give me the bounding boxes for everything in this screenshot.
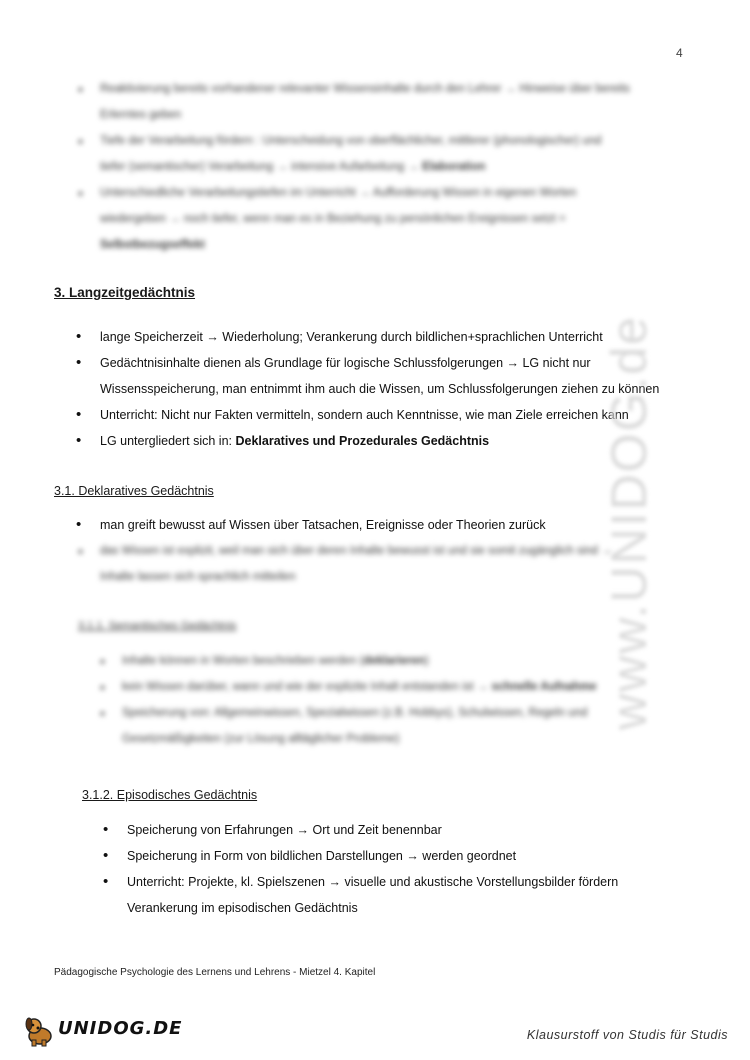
list-item xyxy=(100,76,700,128)
subsection-heading: 3.1.1. Semantisches Gedächtnis xyxy=(78,620,237,632)
list-item-text: tiefer (semantischer) Verarbeitung → intensive Aufarbeitung → xyxy=(100,161,419,173)
logo xyxy=(22,1012,183,1048)
list-item-bold: Selbstbezugseffekt xyxy=(100,239,205,251)
list-item-text: Reaktivierung bereits vorhandener relevanter Wissensinhalte durch den Lehrer → Hinweise über bereits xyxy=(100,83,630,95)
list-item-text: wiedergeben → noch tiefer, wenn man es in Beziehung zu persönlichen Ereignissen setzt = xyxy=(100,213,566,225)
section311-list xyxy=(122,648,682,752)
list-item xyxy=(122,700,682,752)
watermark: www.UNIDOG.de xyxy=(601,315,657,730)
subsection-heading: 3.1. Deklaratives Gedächtnis xyxy=(54,484,214,498)
list-item-text: Speicherung in Form von bildlichen Darstellungen → werden geordnet xyxy=(127,849,517,863)
list-item xyxy=(127,869,687,921)
list-item-text: Wissensspeicherung, man entnimmt ihm auch die Wissen, um Schlussfolgerungen ziehen zu können xyxy=(100,382,660,396)
list-item xyxy=(100,180,700,258)
list-item-bold: Deklaratives und Prozedurales Gedächtnis xyxy=(235,434,490,448)
list-item xyxy=(122,648,682,674)
list-item-text: Unterricht: Projekte, kl. Spielszenen → visuelle und akustische Vorstellungsbilder fördern xyxy=(127,875,619,889)
list-item-text: Speicherung von Erfahrungen → Ort und Zeit benennbar xyxy=(127,823,442,837)
list-item-text: Tiefe der Verarbeitung fördern : Unterscheidung von oberflächlicher, mittlerer (phonologischer) und xyxy=(100,135,602,147)
list-item xyxy=(127,817,687,843)
list-item-text: Gesetzmäßigkeiten (zur Lösung alltäglicher Probleme) xyxy=(122,733,400,745)
list-item-text: Erlerntes geben xyxy=(100,109,182,121)
list-item-text: Unterschiedliche Verarbeitungstiefen im Unterricht → Aufforderung Wissen in eigenen Worten xyxy=(100,187,577,199)
list-item xyxy=(122,674,682,700)
list-item-text: LG untergliedert sich in: xyxy=(100,434,236,448)
list-item-text: Speicherung von: Allgemeinwissen, Spezialwissen (z.B. Hobbys), Schulwissen, Regeln und xyxy=(122,707,588,719)
dog-icon xyxy=(22,1014,56,1048)
page-number: 4 xyxy=(676,46,683,60)
list-item-text: Verankerung im episodischen Gedächtnis xyxy=(127,901,358,915)
list-item-text: das Wissen ist explizit, weil man sich über deren Inhalte bewusst ist und sie somit zugänglich sind → xyxy=(100,545,613,557)
list-item-text: Inhalte lassen sich sprachlich mitteilen xyxy=(100,571,296,583)
list-item-text: Gedächtnisinhalte dienen als Grundlage für logische Schlussfolgerungen → LG nicht nur xyxy=(100,356,591,370)
list-item-text: Unterricht: Nicht nur Fakten vermitteln, sondern auch Kenntnisse, wie man Ziele erreichen kann xyxy=(100,408,629,422)
footer-text: Pädagogische Psychologie des Lernens und Lehrens - Mietzel 4. Kapitel xyxy=(54,967,376,978)
list-item-text: kein Wissen darüber, wann und wie der explizite Inhalt entstanden ist → xyxy=(122,681,489,693)
list-item-bold: schnelle Aufnahme xyxy=(491,681,597,693)
list-item-text: Inhalte können in Worten beschrieben werden ( xyxy=(122,655,364,667)
subsection-heading: 3.1.2. Episodisches Gedächtnis xyxy=(82,788,258,802)
section-heading: 3. Langzeitgedächtnis xyxy=(54,285,196,300)
list-item-text: ) xyxy=(424,655,429,667)
list-item-text: lange Speicherzeit → Wiederholung; Verankerung durch bildlichen+sprachlichen Unterricht xyxy=(100,330,603,344)
section312-list xyxy=(127,817,687,921)
list-item-bold: deklarieren xyxy=(363,655,425,667)
list-item-text: man greift bewusst auf Wissen über Tatsachen, Ereignisse oder Theorien zurück xyxy=(100,518,546,532)
list-item xyxy=(127,843,687,869)
blurred-top-list xyxy=(100,76,700,258)
logo-text: UNIDOG.DE xyxy=(58,1018,183,1039)
list-item-bold: Elaboration xyxy=(422,161,486,173)
list-item xyxy=(100,128,700,180)
tagline: Klausurstoff von Studis für Studis xyxy=(526,1028,728,1042)
